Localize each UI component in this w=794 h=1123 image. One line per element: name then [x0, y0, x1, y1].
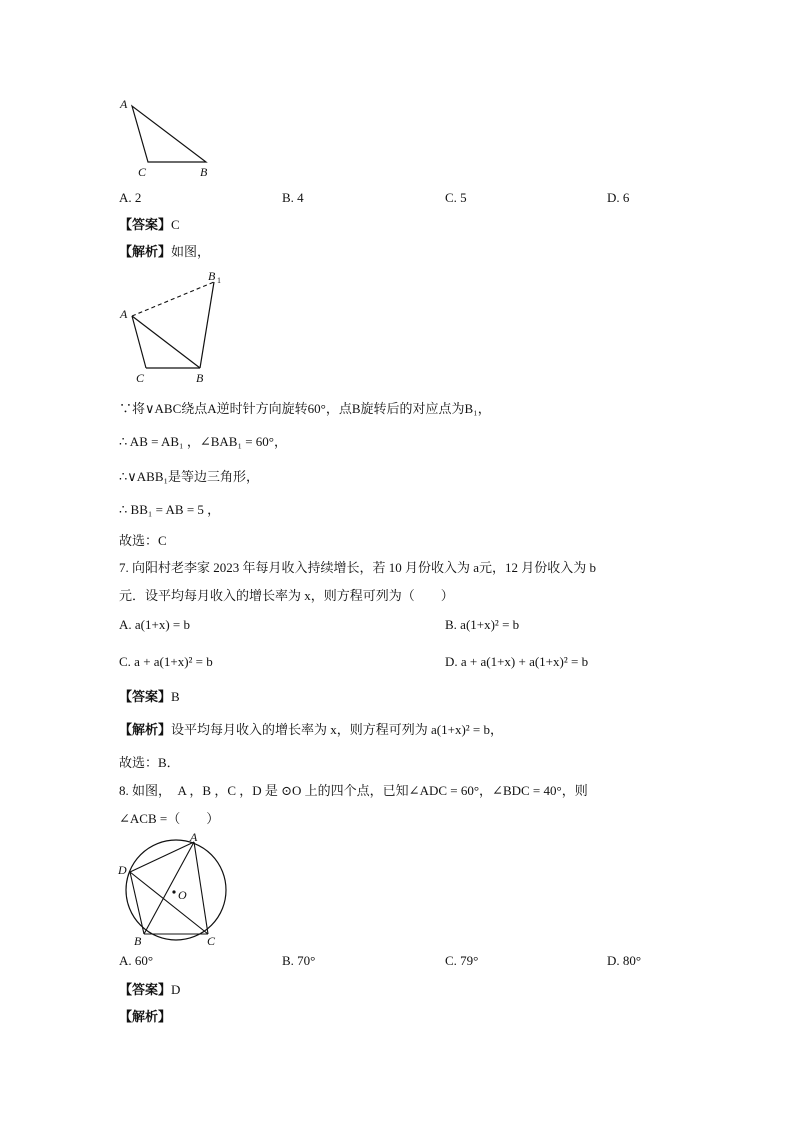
q8-option-a: A. 60° — [119, 953, 154, 968]
q6-step-1: ∵将∨ABC绕点A逆时针方向旋转60°，点B旋转后的对应点为B₁， — [119, 401, 491, 416]
q6-fig2-label-B1: B — [208, 269, 216, 283]
answer-value: D — [171, 982, 181, 997]
q8-analysis-label: 【解析】 — [119, 1009, 172, 1024]
q8-answer — [119, 979, 180, 998]
q6-fig2-label-C: C — [136, 371, 145, 385]
answer-value: C — [171, 217, 180, 232]
q6-option-b: B. 4 — [282, 190, 304, 205]
answer-value: B — [171, 689, 180, 704]
q7-analysis — [119, 719, 503, 738]
analysis-label: 【解析】 — [119, 244, 172, 259]
q7-conclusion: 故选：B． — [119, 755, 180, 770]
q6-option-c: C. 5 — [445, 190, 467, 205]
q8-label-O: O — [178, 888, 187, 902]
q8-option-b: B. 70° — [282, 953, 316, 968]
q6-label-B: B — [200, 165, 208, 179]
q7-stem-line-1: 7. 向阳村老李家 2023 年每月收入持续增长，若 10 月份收入为 a元，12 月份收入为 b — [119, 560, 597, 575]
q6-rotation-figure — [110, 266, 240, 386]
analysis-intro: 如图， — [171, 244, 211, 259]
analysis-text: 设平均每月收入的增长率为 x，则方程可列为 a(1+x)² = b， — [171, 722, 504, 737]
q6-option-d: D. 6 — [607, 190, 630, 205]
q8-label-D: D — [118, 863, 127, 877]
q8-label-C: C — [207, 934, 216, 947]
q8-stem-line-1: 8. 如图， A ，B ，C ，D 是 ⊙O 上的四个点，已知∠ADC = 60°，∠BDC = 40°，则 — [119, 783, 588, 798]
q6-label-C: C — [138, 165, 147, 179]
q8-circle-figure — [114, 832, 234, 947]
q7-answer — [119, 686, 180, 705]
q6-fig2-label-B: B — [196, 371, 204, 385]
q8-option-d: D. 80° — [607, 953, 642, 968]
q6-step-4: ∴ BB₁ = AB = 5 ， — [119, 502, 221, 517]
q7-option-c: C. a + a(1+x)² = b — [119, 654, 213, 669]
q6-analysis-heading — [119, 241, 210, 260]
q6-fig2-label-A: A — [120, 307, 128, 321]
svg-text:1: 1 — [217, 276, 221, 285]
q6-triangle-figure — [110, 92, 230, 182]
q6-answer — [119, 214, 180, 233]
answer-label: 【答案】 — [119, 217, 172, 232]
q6-option-a: A. 2 — [119, 190, 142, 205]
q7-stem-line-2: 元．设平均每月收入的增长率为 x，则方程可列为（ ） — [119, 588, 454, 603]
q6-step-2: ∴ AB = AB₁ ，∠BAB₁ = 60°， — [119, 434, 288, 449]
q8-stem-line-2: ∠ACB =（ ） — [119, 811, 220, 826]
analysis-label: 【解析】 — [119, 722, 172, 737]
q8-option-c: C. 79° — [445, 953, 479, 968]
q6-conclusion: 故选：C — [119, 533, 167, 548]
q6-step-3: ∴∨ABB₁是等边三角形， — [119, 469, 260, 484]
answer-label: 【答案】 — [119, 689, 172, 704]
q8-label-A: A — [190, 832, 198, 844]
q7-option-b: B. a(1+x)² = b — [445, 617, 520, 632]
answer-label: 【答案】 — [119, 982, 172, 997]
q6-label-A: A — [120, 97, 128, 111]
q7-option-a: A. a(1+x) = b — [119, 617, 190, 632]
q7-option-d: D. a + a(1+x) + a(1+x)² = b — [445, 654, 589, 669]
q8-label-B: B — [134, 934, 142, 947]
